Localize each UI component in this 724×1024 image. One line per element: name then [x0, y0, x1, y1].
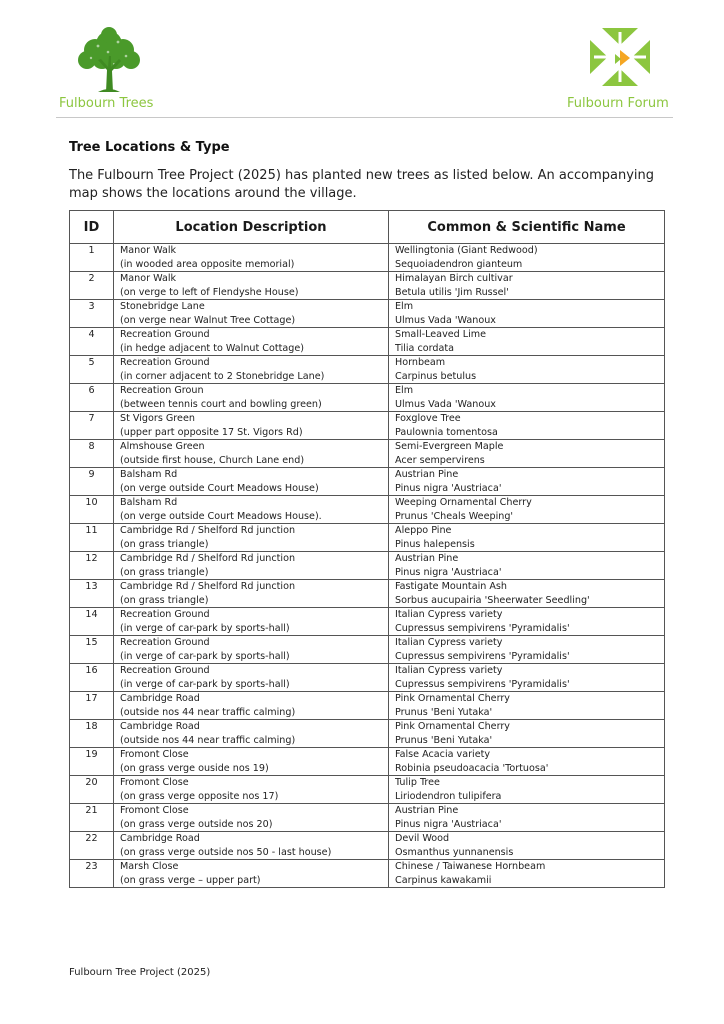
location-detail: (in verge of car-park by sports-hall) [120, 650, 290, 662]
left-brand-label: Fulbourn Trees [59, 96, 154, 111]
row-id: 19 [70, 748, 114, 776]
row-id: 10 [70, 496, 114, 524]
row-id: 7 [70, 412, 114, 440]
location-detail: (on grass verge – upper part) [120, 874, 261, 886]
table-row [70, 720, 665, 748]
table-row [70, 300, 665, 328]
row-id: 2 [70, 272, 114, 300]
table-row [70, 776, 665, 804]
scientific-name: Cupressus sempivirens 'Pyramidalis' [395, 622, 570, 634]
location-cell [114, 608, 389, 636]
footer-text: Fulbourn Tree Project (2025) [69, 967, 211, 978]
scientific-name: Osmanthus yunnanensis [395, 846, 514, 858]
location-cell [114, 440, 389, 468]
location-name: Cambridge Road [120, 833, 200, 844]
table-row [70, 440, 665, 468]
location-cell [114, 580, 389, 608]
tree-name-cell [389, 804, 665, 832]
intro-paragraph: The Fulbourn Tree Project (2025) has planted new trees as listed below. An accompanying map shows the locations around the village. [69, 168, 655, 201]
location-cell [114, 412, 389, 440]
location-name: Balsham Rd [120, 469, 178, 480]
row-id: 9 [70, 468, 114, 496]
tree-name-cell [389, 776, 665, 804]
location-name: Recreation Groun [120, 385, 204, 396]
location-cell [114, 244, 389, 272]
table-row [70, 608, 665, 636]
location-cell [114, 356, 389, 384]
scientific-name: Prunus 'Cheals Weeping' [395, 510, 514, 522]
location-cell [114, 748, 389, 776]
tree-name-cell [389, 692, 665, 720]
location-name: Fromont Close [120, 805, 189, 816]
location-name: Recreation Ground [120, 357, 210, 368]
row-id: 6 [70, 384, 114, 412]
table-row [70, 328, 665, 356]
location-detail: (outside first house, Church Lane end) [120, 454, 305, 466]
common-name: Austrian Pine [395, 805, 459, 816]
scientific-name: Pinus halepensis [395, 538, 475, 550]
table-row [70, 412, 665, 440]
scientific-name: Paulownia tomentosa [395, 426, 498, 438]
location-name: Cambridge Road [120, 693, 200, 704]
location-detail: (on verge outside Court Meadows House) [120, 482, 319, 494]
location-name: Marsh Close [120, 861, 179, 872]
tree-name-cell [389, 552, 665, 580]
location-cell [114, 272, 389, 300]
common-name: Italian Cypress variety [395, 665, 503, 676]
location-cell [114, 300, 389, 328]
row-id: 17 [70, 692, 114, 720]
header-divider [56, 117, 673, 118]
location-cell [114, 328, 389, 356]
tree-name-cell [389, 524, 665, 552]
common-name: Foxglove Tree [395, 413, 461, 424]
location-detail: (in corner adjacent to 2 Stonebridge Lane) [120, 370, 325, 382]
location-name: Manor Walk [120, 245, 177, 256]
tree-name-cell [389, 720, 665, 748]
location-detail: (on grass verge outside nos 20) [120, 818, 273, 830]
location-detail: (in hedge adjacent to Walnut Cottage) [120, 342, 305, 354]
tree-name-cell [389, 468, 665, 496]
location-name: Fromont Close [120, 749, 189, 760]
scientific-name: Cupressus sempivirens 'Pyramidalis' [395, 650, 570, 662]
tree-name-cell [389, 272, 665, 300]
tree-name-cell [389, 356, 665, 384]
tree-name-cell [389, 412, 665, 440]
location-name: Recreation Ground [120, 609, 210, 620]
location-name: Cambridge Road [120, 721, 200, 732]
common-name: Semi-Evergreen Maple [395, 441, 504, 452]
row-id: 15 [70, 636, 114, 664]
scientific-name: Tilia cordata [395, 342, 455, 354]
row-id: 14 [70, 608, 114, 636]
location-cell [114, 692, 389, 720]
common-name: Small-Leaved Lime [395, 329, 487, 340]
tree-table [69, 210, 665, 888]
location-name: Stonebridge Lane [120, 301, 205, 312]
location-cell [114, 552, 389, 580]
table-body [70, 244, 665, 888]
common-name: False Acacia variety [395, 749, 491, 760]
location-detail: (on grass verge opposite nos 17) [120, 790, 279, 802]
common-name: Elm [395, 301, 414, 312]
location-name: Cambridge Rd / Shelford Rd junction [120, 553, 296, 564]
location-cell [114, 832, 389, 860]
tree-name-cell [389, 244, 665, 272]
row-id: 5 [70, 356, 114, 384]
row-id: 12 [70, 552, 114, 580]
location-detail: (in verge of car-park by sports-hall) [120, 678, 290, 690]
scientific-name: Liriodendron tulipifera [395, 790, 502, 802]
location-detail: (on grass triangle) [120, 566, 209, 578]
table-row [70, 244, 665, 272]
scientific-name: Ulmus Vada 'Wanoux [395, 398, 496, 410]
location-cell [114, 804, 389, 832]
row-id: 23 [70, 860, 114, 888]
table-row [70, 356, 665, 384]
right-brand-label: Fulbourn Forum [567, 96, 669, 111]
common-name: Italian Cypress variety [395, 637, 503, 648]
header-id: ID [70, 211, 114, 244]
table-row [70, 580, 665, 608]
location-cell [114, 524, 389, 552]
common-name: Wellingtonia (Giant Redwood) [395, 245, 538, 256]
tree-name-cell [389, 300, 665, 328]
scientific-name: Prunus 'Beni Yutaka' [395, 706, 493, 718]
location-name: Cambridge Rd / Shelford Rd junction [120, 525, 296, 536]
scientific-name: Prunus 'Beni Yutaka' [395, 734, 493, 746]
row-id: 4 [70, 328, 114, 356]
location-name: Fromont Close [120, 777, 189, 788]
location-detail: (on verge to left of Flendyshe House) [120, 286, 299, 298]
location-detail: (on grass triangle) [120, 538, 209, 550]
tree-name-cell [389, 832, 665, 860]
location-detail: (on verge outside Court Meadows House). [120, 510, 322, 522]
common-name: Himalayan Birch cultivar [395, 273, 513, 284]
location-name: Almshouse Green [120, 441, 205, 452]
location-cell [114, 384, 389, 412]
table-row [70, 804, 665, 832]
row-id: 18 [70, 720, 114, 748]
row-id: 1 [70, 244, 114, 272]
table-header-row [70, 211, 665, 244]
table-row [70, 384, 665, 412]
location-detail: (on grass verge ouside nos 19) [120, 762, 269, 774]
header-location: Location Description [114, 211, 389, 244]
location-detail: (in wooded area opposite memorial) [120, 258, 295, 270]
location-name: Recreation Ground [120, 665, 210, 676]
location-detail: (on verge near Walnut Tree Cottage) [120, 314, 296, 326]
table-row [70, 664, 665, 692]
tree-name-cell [389, 440, 665, 468]
page-title: Tree Locations & Type [69, 140, 230, 155]
common-name: Aleppo Pine [395, 525, 452, 536]
scientific-name: Cupressus sempivirens 'Pyramidalis' [395, 678, 570, 690]
location-cell [114, 496, 389, 524]
location-detail: (outside nos 44 near traffic calming) [120, 706, 296, 718]
table-row [70, 468, 665, 496]
scientific-name: Pinus nigra 'Austriaca' [395, 482, 502, 494]
table-row [70, 748, 665, 776]
row-id: 22 [70, 832, 114, 860]
location-cell [114, 664, 389, 692]
location-detail: (on grass verge outside nos 50 - last house) [120, 846, 332, 858]
common-name: Elm [395, 385, 414, 396]
location-cell [114, 636, 389, 664]
location-detail: (in verge of car-park by sports-hall) [120, 622, 290, 634]
table-row [70, 860, 665, 888]
common-name: Italian Cypress variety [395, 609, 503, 620]
tree-name-cell [389, 664, 665, 692]
scientific-name: Acer sempervirens [395, 454, 485, 466]
row-id: 13 [70, 580, 114, 608]
common-name: Fastigate Mountain Ash [395, 581, 508, 592]
table-row [70, 692, 665, 720]
header-name: Common & Scientific Name [389, 211, 665, 244]
common-name: Chinese / Taiwanese Hornbeam [395, 861, 546, 872]
tree-name-cell [389, 608, 665, 636]
location-detail: (on grass triangle) [120, 594, 209, 606]
location-name: Cambridge Rd / Shelford Rd junction [120, 581, 296, 592]
scientific-name: Pinus nigra 'Austriaca' [395, 818, 502, 830]
location-name: Recreation Ground [120, 637, 210, 648]
location-cell [114, 468, 389, 496]
table-row [70, 636, 665, 664]
tree-icon [74, 26, 144, 94]
common-name: Weeping Ornamental Cherry [395, 497, 532, 508]
scientific-name: Sorbus aucupairia 'Sheerwater Seedling' [395, 594, 590, 606]
tree-name-cell [389, 748, 665, 776]
scientific-name: Carpinus kawakamii [395, 874, 492, 886]
scientific-name: Sequoiadendron gianteum [395, 258, 523, 270]
common-name: Pink Ornamental Cherry [395, 721, 510, 732]
scientific-name: Ulmus Vada 'Wanoux [395, 314, 496, 326]
location-detail: (between tennis court and bowling green) [120, 398, 322, 410]
location-cell [114, 720, 389, 748]
location-name: Balsham Rd [120, 497, 178, 508]
tree-name-cell [389, 328, 665, 356]
location-cell [114, 860, 389, 888]
tree-name-cell [389, 860, 665, 888]
table-row [70, 496, 665, 524]
tree-name-cell [389, 384, 665, 412]
scientific-name: Pinus nigra 'Austriaca' [395, 566, 502, 578]
table-row [70, 552, 665, 580]
common-name: Austrian Pine [395, 469, 459, 480]
location-name: Recreation Ground [120, 329, 210, 340]
row-id: 20 [70, 776, 114, 804]
common-name: Devil Wood [395, 833, 450, 844]
row-id: 8 [70, 440, 114, 468]
tree-name-cell [389, 496, 665, 524]
location-cell [114, 776, 389, 804]
location-detail: (upper part opposite 17 St. Vigors Rd) [120, 426, 303, 438]
common-name: Hornbeam [395, 357, 446, 368]
scientific-name: Robinia pseudoacacia 'Tortuosa' [395, 762, 549, 774]
table-row [70, 272, 665, 300]
row-id: 11 [70, 524, 114, 552]
row-id: 16 [70, 664, 114, 692]
common-name: Pink Ornamental Cherry [395, 693, 510, 704]
location-detail: (outside nos 44 near traffic calming) [120, 734, 296, 746]
tree-name-cell [389, 580, 665, 608]
row-id: 3 [70, 300, 114, 328]
row-id: 21 [70, 804, 114, 832]
location-name: Manor Walk [120, 273, 177, 284]
forum-cross-icon [590, 28, 650, 86]
location-name: St Vigors Green [120, 413, 195, 424]
common-name: Austrian Pine [395, 553, 459, 564]
scientific-name: Carpinus betulus [395, 370, 477, 382]
table-row [70, 524, 665, 552]
tree-name-cell [389, 636, 665, 664]
common-name: Tulip Tree [395, 777, 440, 788]
scientific-name: Betula utilis 'Jim Russel' [395, 286, 509, 298]
table-row [70, 832, 665, 860]
